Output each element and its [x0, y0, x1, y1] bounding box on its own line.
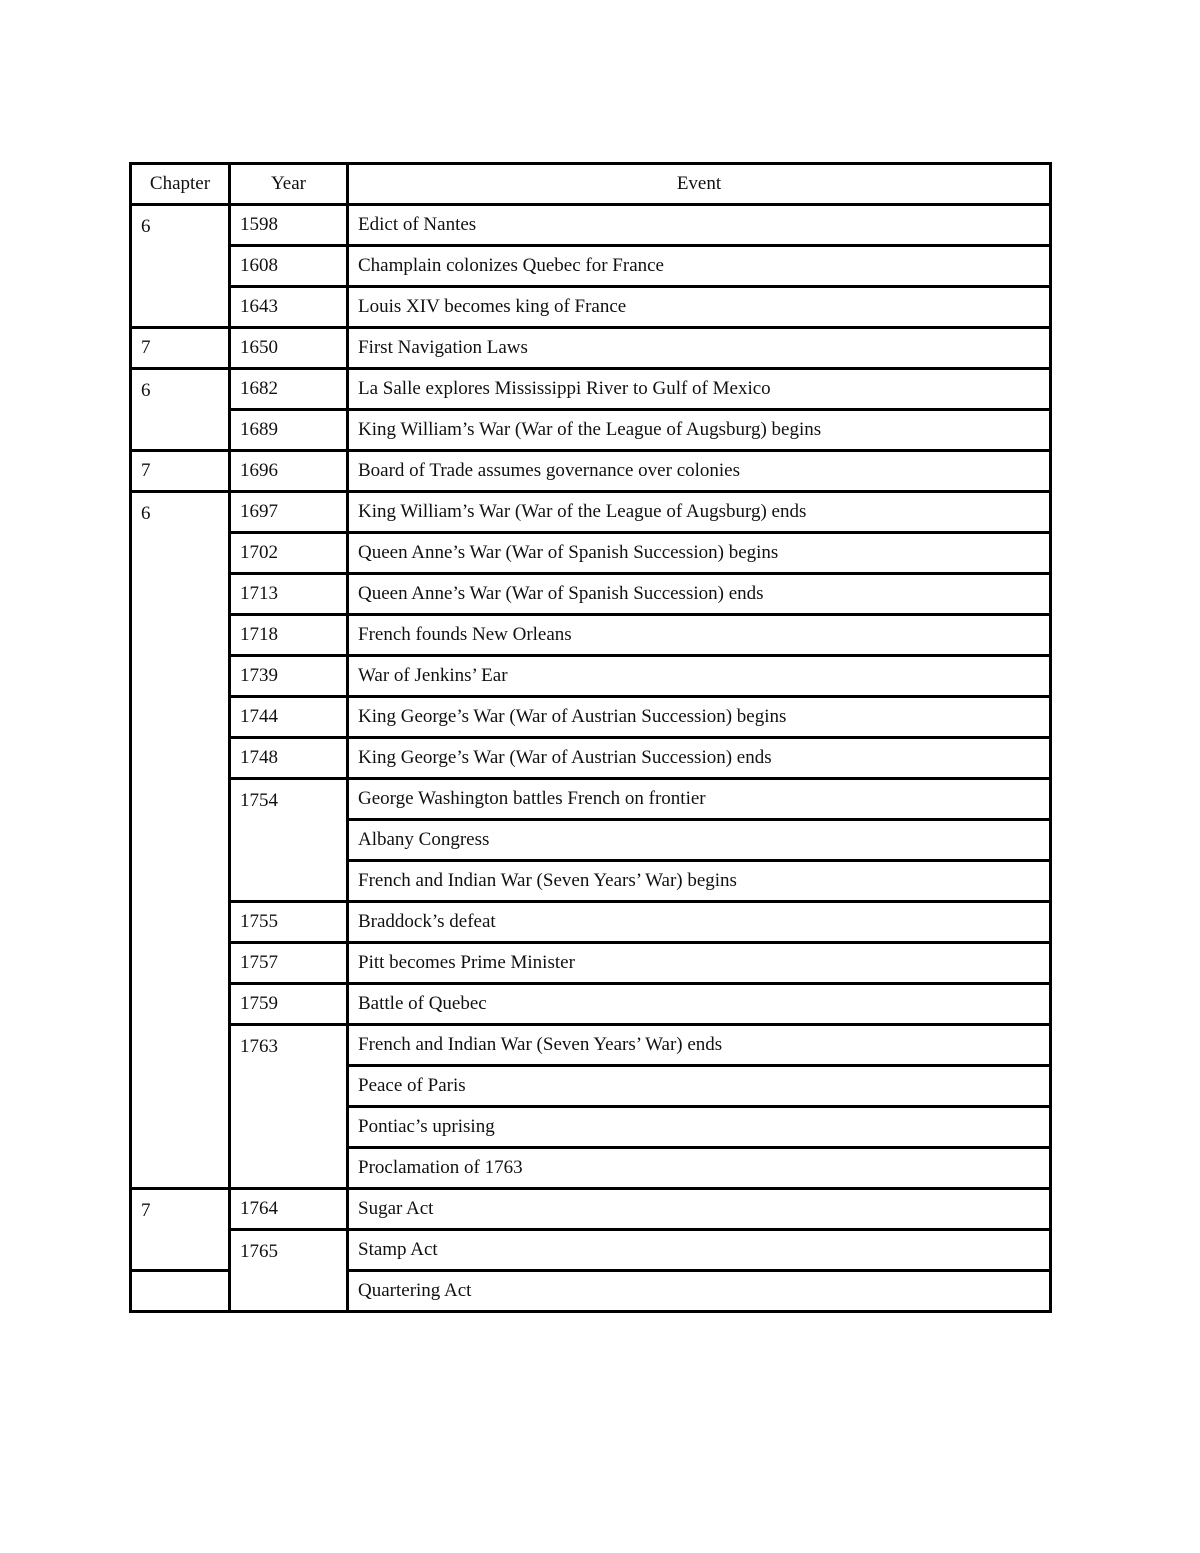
- table-row: [131, 943, 1051, 984]
- year-cell: 1764: [230, 1189, 348, 1230]
- year-header: Year: [230, 164, 348, 205]
- event-cell: French founds New Orleans: [348, 615, 1051, 656]
- event-cell: Pitt becomes Prime Minister: [348, 943, 1051, 984]
- chapter-cell: 7: [131, 328, 230, 369]
- table-row: [131, 369, 1051, 410]
- table-row: [131, 451, 1051, 492]
- event-cell: George Washington battles French on frontier: [348, 779, 1051, 820]
- year-cell: 1754: [230, 779, 348, 902]
- table-row: [131, 287, 1051, 328]
- table-row: [131, 1189, 1051, 1230]
- event-cell: Peace of Paris: [348, 1066, 1051, 1107]
- year-cell: 1702: [230, 533, 348, 574]
- header-row: [131, 164, 1051, 205]
- year-cell: 1739: [230, 656, 348, 697]
- event-cell: Champlain colonizes Quebec for France: [348, 246, 1051, 287]
- table-row: [131, 615, 1051, 656]
- event-cell: Queen Anne’s War (War of Spanish Succession) ends: [348, 574, 1051, 615]
- table-row: [131, 205, 1051, 246]
- year-cell: 1682: [230, 369, 348, 410]
- event-cell: Battle of Quebec: [348, 984, 1051, 1025]
- chapter-cell: 7: [131, 451, 230, 492]
- table-row: [131, 492, 1051, 533]
- event-cell: Proclamation of 1763: [348, 1148, 1051, 1189]
- year-cell: 1650: [230, 328, 348, 369]
- chapter-cell: 6: [131, 492, 230, 1189]
- table-row: [131, 328, 1051, 369]
- event-cell: King George’s War (War of Austrian Succession) begins: [348, 697, 1051, 738]
- year-cell: 1757: [230, 943, 348, 984]
- event-cell: First Navigation Laws: [348, 328, 1051, 369]
- event-cell: Edict of Nantes: [348, 205, 1051, 246]
- year-cell: 1765: [230, 1230, 348, 1312]
- event-cell: King William’s War (War of the League of Augsburg) ends: [348, 492, 1051, 533]
- year-cell: 1643: [230, 287, 348, 328]
- table-row: [131, 533, 1051, 574]
- event-cell: French and Indian War (Seven Years’ War) ends: [348, 1025, 1051, 1066]
- table-row: [131, 779, 1051, 820]
- chapter-cell: 6: [131, 205, 230, 328]
- event-cell: Pontiac’s uprising: [348, 1107, 1051, 1148]
- chapter-header: Chapter: [131, 164, 230, 205]
- event-cell: Board of Trade assumes governance over colonies: [348, 451, 1051, 492]
- event-header: Event: [348, 164, 1051, 205]
- table-row: [131, 656, 1051, 697]
- table-row: [131, 697, 1051, 738]
- event-cell: French and Indian War (Seven Years’ War) begins: [348, 861, 1051, 902]
- chapter-cell-empty: [131, 1271, 230, 1312]
- event-cell: Braddock’s defeat: [348, 902, 1051, 943]
- event-cell: King William’s War (War of the League of Augsburg) begins: [348, 410, 1051, 451]
- year-cell: 1689: [230, 410, 348, 451]
- event-cell: Quartering Act: [348, 1271, 1051, 1312]
- table-row: [131, 984, 1051, 1025]
- year-cell: 1713: [230, 574, 348, 615]
- year-cell: 1608: [230, 246, 348, 287]
- table-row: [131, 410, 1051, 451]
- chapter-cell: 7: [131, 1189, 230, 1271]
- event-cell: Queen Anne’s War (War of Spanish Succession) begins: [348, 533, 1051, 574]
- table-row: [131, 1230, 1051, 1271]
- event-cell: Albany Congress: [348, 820, 1051, 861]
- table-row: [131, 574, 1051, 615]
- year-cell: 1697: [230, 492, 348, 533]
- year-cell: 1598: [230, 205, 348, 246]
- year-cell: 1755: [230, 902, 348, 943]
- table-row: [131, 902, 1051, 943]
- event-cell: Louis XIV becomes king of France: [348, 287, 1051, 328]
- year-cell: 1748: [230, 738, 348, 779]
- table-row: [131, 1025, 1051, 1066]
- year-cell: 1759: [230, 984, 348, 1025]
- event-cell: Stamp Act: [348, 1230, 1051, 1271]
- event-cell: War of Jenkins’ Ear: [348, 656, 1051, 697]
- table-row: [131, 246, 1051, 287]
- year-cell: 1744: [230, 697, 348, 738]
- table-row: [131, 738, 1051, 779]
- year-cell: 1696: [230, 451, 348, 492]
- event-cell: Sugar Act: [348, 1189, 1051, 1230]
- year-cell: 1718: [230, 615, 348, 656]
- year-cell: 1763: [230, 1025, 348, 1189]
- timeline-table: [129, 162, 1052, 1313]
- chapter-cell: 6: [131, 369, 230, 451]
- event-cell: King George’s War (War of Austrian Succession) ends: [348, 738, 1051, 779]
- event-cell: La Salle explores Mississippi River to Gulf of Mexico: [348, 369, 1051, 410]
